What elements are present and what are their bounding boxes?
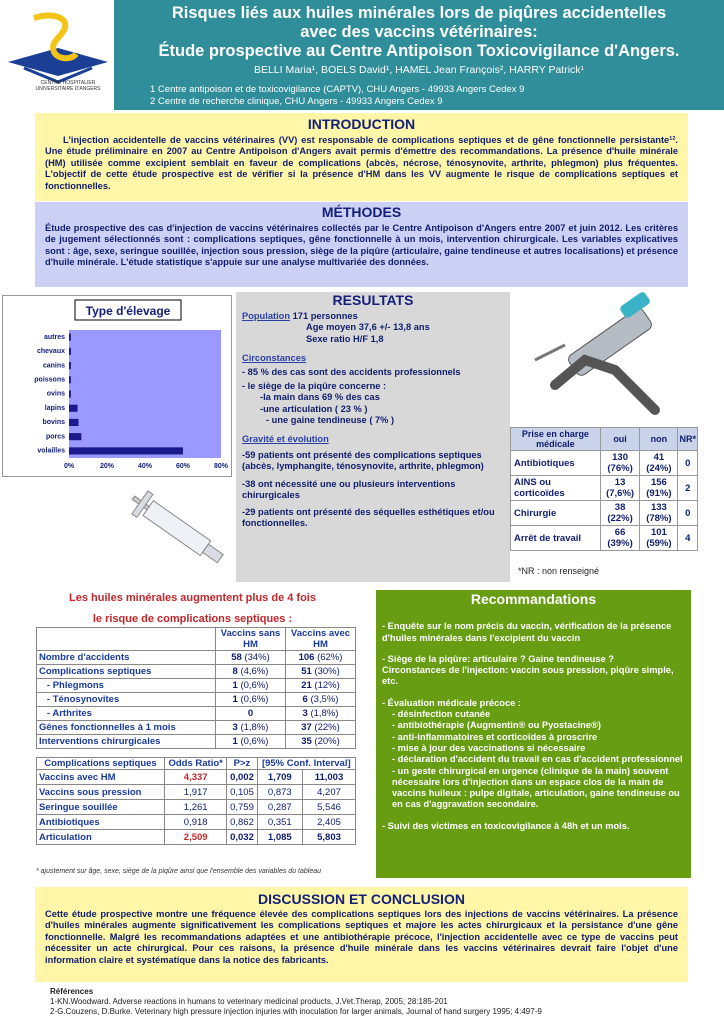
category-label: chevaux [36, 348, 65, 356]
nr-note: *NR : non renseigné [518, 566, 600, 576]
title-line-1: Risques liés aux huiles minérales lors de piqûres accidentelles [171, 4, 667, 22]
ref-1: 1-KN.Woodward. Adverse reactions in humans to veterinary medicinal products, J.Vet.Therap, 2005; 28:185-201 [50, 997, 448, 1006]
avec-hm: 106 (62%) [286, 651, 356, 665]
x-tick-label: 60% [175, 463, 191, 470]
category-label: poissons [34, 376, 65, 384]
bar-canins [69, 362, 71, 369]
circ-4: -une articulation ( 23 % ) [260, 403, 368, 414]
plastic-syringe-image [130, 478, 235, 588]
title-line-2: avec des vaccins vétérinaires: [300, 23, 538, 41]
ref-2: 2-G.Couzens, D.Burke. Veterinary high pressure injection injuries with inoculation for larger animals, Journal of hand surgery 1995; 4:497-9 [50, 1007, 542, 1016]
tab2-head-0: Complications septiques [37, 758, 165, 770]
care-oui: 13 (7,6%) [600, 476, 639, 501]
bar-bovins [69, 419, 79, 426]
or-cell-or: 1,261 [165, 800, 227, 815]
tab1-head-2: Vaccins avec HM [286, 628, 356, 651]
table-row [37, 735, 356, 749]
reco-p2: - Siège de la piqûre: articulaire ? Gaine tendineuse ? [382, 653, 614, 664]
table-row [511, 476, 698, 501]
row-label: Interventions chirurgicales [37, 735, 216, 749]
circ-3: -la main dans 69 % des cas [260, 392, 380, 403]
reco-p1: - Enquête sur le nom précis du vaccin, vérification de la présence d'huiles minérales dans l'excipient du vaccin [382, 621, 672, 643]
table-row [37, 693, 356, 707]
x-tick-label: 0% [63, 463, 75, 470]
list-item: - désinfection cutanée [392, 709, 491, 720]
or-cell-label: Seringue souillée [37, 800, 165, 815]
circ-5: - une gaine tendineuse ( 7% ) [266, 414, 395, 425]
population-label: Population [242, 311, 291, 322]
sans-hm: 3 (1,8%) [216, 721, 286, 735]
or-cell-lo: 1,709 [257, 770, 302, 785]
grav-label: Gravité et évolution [242, 434, 329, 445]
table-row [37, 665, 356, 679]
row-label: Complications septiques [37, 665, 216, 679]
list-item: - anti-inflammatoires et corticoïdes à proscrire [392, 731, 598, 742]
pop-line-2: Age moyen 37,6 +/- 13,8 ans [306, 322, 430, 333]
authors: BELLI Maria¹, BOELS David¹, HAMEL Jean François², HARRY Patrick¹ [253, 64, 585, 76]
or-cell-lo: 0,287 [257, 800, 302, 815]
introduction-text: L'injection accidentelle de vaccins vétérinaires (VV) est responsable de complications septiques et de gêne fonctionnelle persistante¹². Une étude préliminaire en 2007 au Centre Antipoison d'Angers avait permis d'émettre des recommandations. La présence d'huile minérale (HM) utilisée comme excipient semblait en faveur de complications (abcès, nécrose, ténosynovite, arthrite, phlegmon) plus fréquentes. L'objectif de cette étude prospective est de vérifier si la présence d'HM dans les VV augmente le risque de complications septiques et fonctionnelles. [45, 135, 678, 191]
care-head-2: non [640, 428, 678, 451]
sans-hm: 0 [216, 707, 286, 721]
methods-section [35, 202, 688, 287]
or-cell-hi: 11,003 [303, 770, 356, 785]
or-cell-p: 0,105 [227, 785, 257, 800]
category-label: ovins [46, 390, 65, 398]
care-nr: 4 [678, 526, 698, 551]
care-non: 156 (91%) [640, 476, 678, 501]
category-label: canins [42, 362, 65, 370]
care-oui: 130 (76%) [600, 451, 639, 476]
methods-text: Étude prospective des cas d'injection de vaccins vétérinaires collectés par le Centre Antipoison d'Angers entre 2007 et juin 2012. Les critères de jugement sélectionnés sont : complications septiques, gêne fonctionnelle à un mois, intervention chirurgicale. Les variables explicatives sont : âge, sexe, seringue souillée, injection sous pression, siège de la piqûre (articulaire, gaine tendineuse et autres localisations) et présence d'huile minérale. L'étude statistique s'appuie sur une analyse multivariée des données. [45, 223, 678, 268]
circ-2: - le siège de la piqûre concerne : [242, 381, 387, 392]
care-oui: 38 (22%) [600, 501, 639, 526]
or-cell-p: 0,759 [227, 800, 257, 815]
avec-hm: 37 (22%) [286, 721, 356, 735]
reco-list [382, 709, 685, 811]
circ-label: Circonstances [242, 352, 307, 363]
results-title: RESULTATS [332, 292, 414, 308]
care-non: 101 (59%) [640, 526, 678, 551]
row-label: Gênes fonctionnelles à 1 mois [37, 721, 216, 735]
tab2-head-2: P>z [227, 758, 257, 770]
or-cell-label: Articulation [37, 830, 165, 845]
bar-poissons [69, 376, 71, 383]
care-label: AINS ou corticoïdes [511, 476, 601, 501]
elevage-chart-box [2, 295, 232, 477]
tab2-head-3: [95% Conf. Interval] [257, 758, 355, 770]
bar-ovins [69, 390, 71, 397]
category-label: volailles [37, 447, 65, 455]
bar-lapins [69, 405, 78, 412]
table-row [511, 501, 698, 526]
tab2-head-1: Odds Ratio* [165, 758, 227, 770]
or-cell-label: Antibiotiques [37, 815, 165, 830]
bar-porcs [69, 433, 81, 440]
table-footnote: * ajustement sur âge, sexe, siège de la piqûre ainsi que l'ensemble des variables du tableau [36, 868, 322, 875]
bar-volailles [69, 447, 183, 454]
row-label: - Arthrites [37, 707, 216, 721]
table-row [37, 830, 356, 845]
category-label: lapins [44, 404, 65, 412]
logo-text: CENTRE HOSPITALIER UNIVERSITAIRE D'ANGERS [35, 80, 101, 92]
odds-ratio-table [36, 757, 356, 845]
row-label: Nombre d'accidents [37, 651, 216, 665]
list-item: - un geste chirurgical en urgence (clinique de la main) souvent nécessaire lors d'injection dans un espace clos de la main de vaccins huileux : pulpe digitale, articulation, gaine tendineuse ou en cas d'aggravation secondaire. [392, 765, 680, 810]
introduction-section [35, 113, 688, 201]
discussion-text: Cette étude prospective montre une fréquence élevée des complications septiques lors des injections de vaccins vétérinaires. La présence d'huiles minérales augmente significativement les complications septiques et majore les actes chirurgicaux et la persistance d'une gêne fonctionnelle. Malgré les recommandations adaptées et une antibiothérapie précoce, l'injection accidentelle avec ce type de vaccins peut nécessiter un acte chirurgical. Pour ces raisons, la présence d'huile minérale dans les vaccins vétérinaires devrait faire l'objet d'une information claire et systématique dans la notice des fabricants. [45, 909, 678, 965]
medical-care-table [510, 427, 698, 551]
avec-hm: 51 (30%) [286, 665, 356, 679]
or-cell-hi: 5,546 [303, 800, 356, 815]
discussion-title: DISCUSSION ET CONCLUSION [258, 891, 465, 907]
care-nr: 2 [678, 476, 698, 501]
or-cell-hi: 2,405 [303, 815, 356, 830]
care-nr: 0 [678, 501, 698, 526]
or-cell-p: 0,002 [227, 770, 257, 785]
affiliation-2: 2 Centre de recherche clinique, CHU Angers - 49933 Angers Cedex 9 [150, 95, 443, 107]
title-line-3: Étude prospective au Centre Antipoison Toxicovigilance d'Angers. [158, 42, 680, 60]
tab1-head-0 [37, 628, 216, 651]
table-row [37, 707, 356, 721]
x-tick-label: 20% [99, 463, 115, 470]
table-row [37, 785, 356, 800]
or-cell-lo: 0,351 [257, 815, 302, 830]
grav-1: -59 patients ont présenté des complications septiques (abcès, lymphangite, ténosynovite, arthrite, phlegmon) [242, 450, 484, 472]
table-row [37, 651, 356, 665]
affiliation-1: 1 Centre antipoison et de toxicovigilance (CAPTV), CHU Angers - 49933 Angers Cedex 9 [150, 84, 525, 95]
introduction-title: INTRODUCTION [307, 116, 416, 132]
vaccines-comparison-table [36, 627, 356, 749]
table-row [511, 451, 698, 476]
care-label: Chirurgie [511, 501, 601, 526]
results-section [236, 292, 510, 582]
avec-hm: 21 (12%) [286, 679, 356, 693]
reco-p5: - Suivi des victimes en toxicovigilance à 48h et un mois. [382, 820, 630, 831]
x-tick-label: 80% [213, 463, 229, 470]
huiles-title [35, 588, 350, 630]
or-cell-or: 2,509 [165, 830, 227, 845]
care-non: 41 (24%) [640, 451, 678, 476]
methods-title: MÉTHODES [321, 204, 402, 220]
pop-line-3: Sexe ratio H/F 1,8 [306, 333, 384, 344]
care-head-1: oui [600, 428, 639, 451]
sans-hm: 1 (0,6%) [216, 735, 286, 749]
table-row [37, 721, 356, 735]
list-item: - antibiothérapie (Augmentin® ou Pyostacine®) [392, 720, 601, 731]
list-item: - déclaration d'accident du travail en cas d'accident professionnel [392, 754, 683, 765]
or-cell-hi: 5,803 [303, 830, 356, 845]
affiliations [150, 84, 710, 107]
table-row [511, 526, 698, 551]
or-cell-hi: 4,207 [303, 785, 356, 800]
poster-title [114, 4, 724, 61]
avec-hm: 6 (3,5%) [286, 693, 356, 707]
huiles-line-2: le risque de complications septiques : [92, 613, 293, 625]
care-label: Antibiotiques [511, 451, 601, 476]
grav-3: -29 patients ont présenté des séquelles esthétiques et/ou fonctionnelles. [242, 507, 495, 529]
x-tick-label: 40% [137, 463, 153, 470]
table-row [37, 800, 356, 815]
list-item: - mise à jour des vaccinations si nécessaire [392, 742, 586, 753]
avec-hm: 35 (20%) [286, 735, 356, 749]
care-oui: 66 (39%) [600, 526, 639, 551]
category-label: bovins [42, 419, 65, 427]
or-cell-label: Vaccins avec HM [37, 770, 165, 785]
sans-hm: 1 (0,6%) [216, 679, 286, 693]
pop-line-1: 171 personnes [292, 311, 358, 322]
refs-title: Références [50, 987, 94, 996]
care-head-3: NR* [678, 428, 698, 451]
huiles-line-1: Les huiles minérales augmentent plus de 4 fois [69, 592, 316, 604]
elevage-chart [3, 296, 231, 476]
sans-hm: 58 (34%) [216, 651, 286, 665]
row-label: - Ténosynovites [37, 693, 216, 707]
or-cell-lo: 1,085 [257, 830, 302, 845]
discussion-section [35, 887, 688, 982]
avec-hm: 3 (1,8%) [286, 707, 356, 721]
plot-area [69, 330, 221, 458]
care-head-0: Prise en charge médicale [511, 428, 601, 451]
reco-p4: - Évaluation médicale précoce : [382, 697, 521, 708]
or-cell-or: 0,918 [165, 815, 227, 830]
table-row [37, 679, 356, 693]
circ-1: - 85 % des cas sont des accidents professionnels [242, 367, 461, 378]
or-cell-or: 4,337 [165, 770, 227, 785]
care-label: Arrêt de travail [511, 526, 601, 551]
care-nr: 0 [678, 451, 698, 476]
tab1-head-1: Vaccins sans HM [216, 628, 286, 651]
reco-p3: Circonstances de l'injection: vaccin sous pression, piqûre simple, etc. [382, 665, 674, 687]
care-non: 133 (78%) [640, 501, 678, 526]
references [50, 987, 720, 1017]
recommendations-section [376, 590, 691, 878]
bar-autres [69, 334, 71, 341]
grav-2: -38 ont nécessité une ou plusieurs interventions chirurgicales [242, 478, 456, 500]
row-label: - Phlegmons [37, 679, 216, 693]
or-cell-p: 0,032 [227, 830, 257, 845]
sans-hm: 8 (4,6%) [216, 665, 286, 679]
category-label: autres [43, 333, 65, 341]
or-cell-label: Vaccins sous pression [37, 785, 165, 800]
sans-hm: 1 (0,6%) [216, 693, 286, 707]
table-row [37, 815, 356, 830]
table-row [37, 770, 356, 785]
or-cell-lo: 0,873 [257, 785, 302, 800]
vet-syringe-image [525, 290, 685, 425]
chart-title: Type d'élevage [85, 304, 171, 318]
bar-chevaux [69, 348, 71, 355]
or-cell-p: 0,862 [227, 815, 257, 830]
recommendations-title: Recommandations [470, 591, 597, 607]
or-cell-or: 1,917 [165, 785, 227, 800]
category-label: porcs [45, 433, 65, 441]
